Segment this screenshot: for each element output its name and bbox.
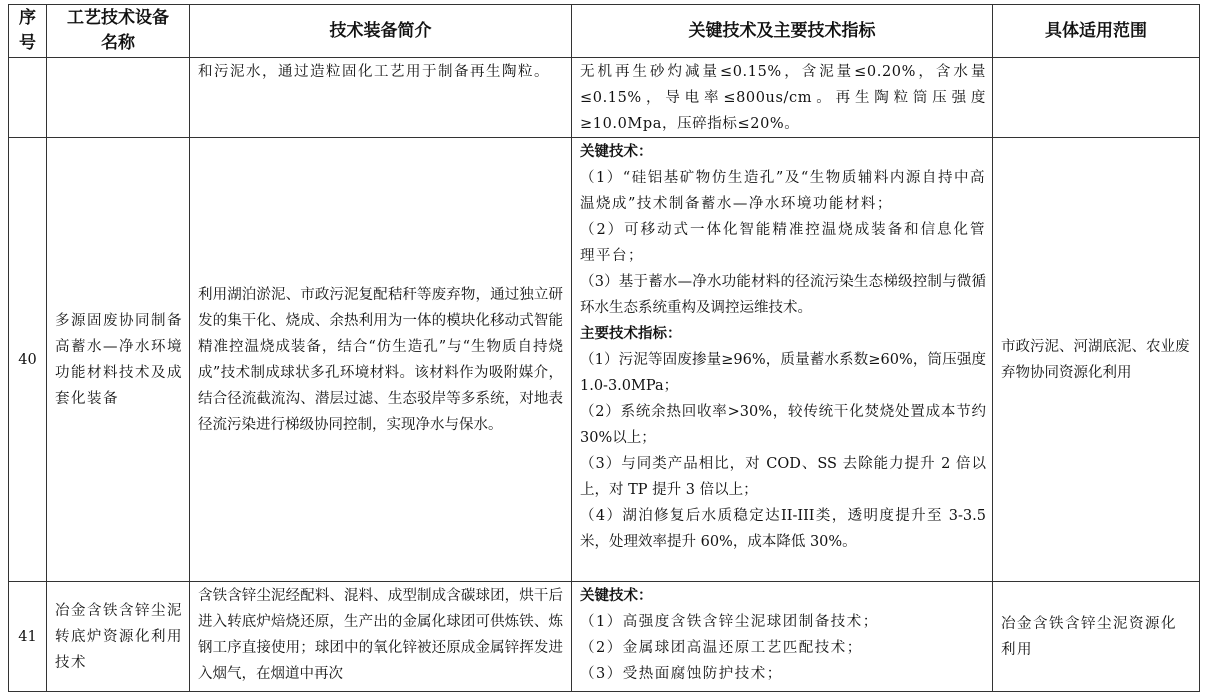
equipment-name: 冶金含铁含锌尘泥转底炉资源化利用技术 <box>47 582 190 692</box>
key-tech-heading: 关键技术： <box>580 144 653 160</box>
main-index-item: （4）湖泊修复后水质稳定达II-III类，透明度提升至 3-3.5 米，处理效率提升 60%，成本降低 30%。 <box>580 508 986 550</box>
header-key: 关键技术及主要技术指标 <box>572 5 993 58</box>
header-desc: 技术装备简介 <box>190 5 572 58</box>
header-name: 工艺技术设备名称 <box>47 5 190 58</box>
main-index-item: （3）与同类产品相比，对 COD、SS 去除能力提升 2 倍以上，对 TP 提升 3 倍以上； <box>580 456 986 498</box>
header-no: 序号 <box>9 5 47 58</box>
application-scope: 市政污泥、河湖底泥、农业废弃物协同资源化利用 <box>993 138 1200 582</box>
key-tech-item: （1）“硅铝基矿物仿生造孔”及“生物质辅料内源自持中高温烧成”技术制备蓄水—净水环境功能材料； <box>580 170 986 212</box>
equipment-name: 多源固废协同制备高蓄水—净水环境功能材料技术及成套化装备 <box>47 138 190 582</box>
row-number: 40 <box>9 138 47 582</box>
key-technology-cell <box>572 138 993 582</box>
process-equipment-table <box>8 4 1200 692</box>
key-tech-item: （3）基于蓄水—净水功能材料的径流污染生态梯级控制与微循环水生态系统重构及调控运维技术。 <box>580 274 986 316</box>
table-row-continued <box>9 58 1200 138</box>
table-row <box>9 138 1200 582</box>
header-scope: 具体适用范围 <box>993 5 1200 58</box>
cont-key-cell: 无机再生砂灼减量≤0.15%，含泥量≤0.20%，含水量≤0.15%，导电率≤800us/cm。再生陶粒筒压强度≥10.0Mpa，压碎指标≤20%。 <box>572 58 993 138</box>
key-tech-item: （3）受热面腐蚀防护技术； <box>580 666 783 682</box>
key-tech-item: （1）高强度含铁含锌尘泥球团制备技术； <box>580 614 879 630</box>
key-tech-item: （2）可移动式一体化智能精准控温烧成装备和信息化管理平台； <box>580 222 986 264</box>
key-tech-item: （2）金属球团高温还原工艺匹配技术； <box>580 640 863 656</box>
key-technology-cell <box>572 582 993 692</box>
cont-name-cell <box>47 58 190 138</box>
row-number: 41 <box>9 582 47 692</box>
key-tech-heading: 关键技术： <box>580 588 653 604</box>
application-scope: 冶金含铁含锌尘泥资源化利用 <box>993 582 1200 692</box>
cont-desc-cell: 和污泥水，通过造粒固化工艺用于制备再生陶粒。 <box>190 58 572 138</box>
equipment-description: 含铁含锌尘泥经配料、混料、成型制成含碳球团，烘干后进入转底炉焙烧还原，生产出的金属化球团可供炼铁、炼钢工序直接使用；球团中的氧化锌被还原成金属锌挥发进入烟气，在烟道中再次 <box>190 582 572 692</box>
main-index-heading: 主要技术指标： <box>580 326 682 342</box>
equipment-description: 利用湖泊淤泥、市政污泥复配秸秆等废弃物，通过独立研发的集干化、烧成、余热利用为一体的模块化移动式智能精准控温烧成装备，结合“仿生造孔”与“生物质自持烧成”技术制成球状多孔环境材料。该材料作为吸附媒介，结合径流截流沟、潜层过滤、生态驳岸等多系统，对地表径流污染进行梯级协同控制，实现净水与保水。 <box>190 138 572 582</box>
cont-no-cell <box>9 58 47 138</box>
cont-scope-cell <box>993 58 1200 138</box>
table-header-row <box>9 5 1200 58</box>
main-index-item: （1）污泥等固废掺量≥96%，质量蓄水系数≥60%，筒压强度 1.0-3.0MPa； <box>580 352 986 394</box>
main-index-item: （2）系统余热回收率>30%，较传统干化焚烧处置成本节约 30%以上； <box>580 404 986 446</box>
table-row <box>9 582 1200 692</box>
